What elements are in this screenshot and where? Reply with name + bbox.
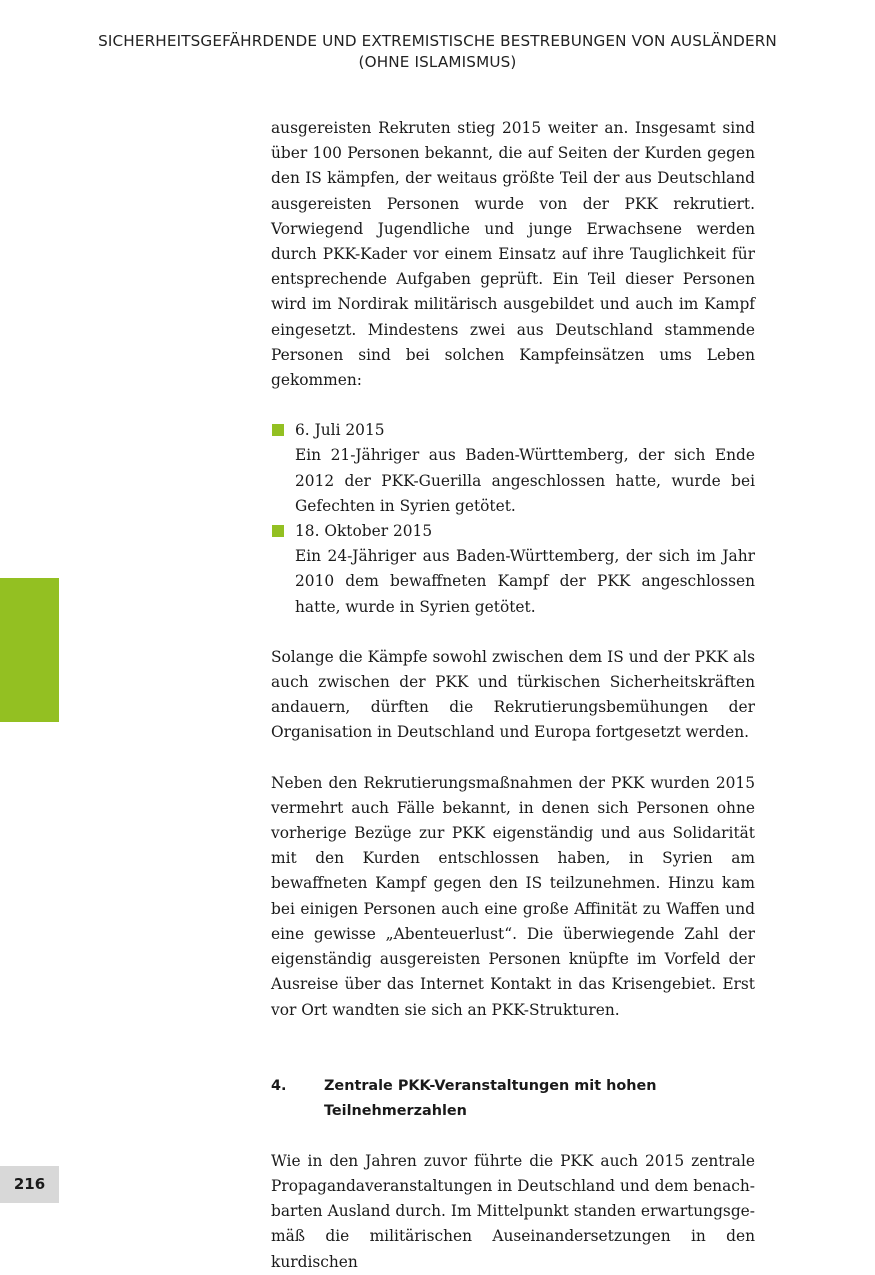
list-item-text: Ein 21-Jähriger aus Baden-Württemberg, der sich Ende 2012 der PKK-Guerilla angeschlossen hatte, wurde bei Gefechten in Syrien getötet. (295, 446, 755, 515)
paragraph-recruits: ausgereisten Rekruten stieg 2015 weiter an. Insgesamt sind über 100 Personen bekannt, die auf Seiten der Kurden gegen den IS kämpfen, der weitaus größte Teil der aus Deutschland ausgereisten Personen wurde von der PKK rekrutiert. Vorwiegend Jugendliche und junge Erwachsene werden durch PKK-Kader vor einem Einsatz auf ihre Tauglichkeit für entsprechende Aufgaben geprüft. Ein Teil dieser Personen wird im Nordirak militärisch ausgebildet und auch im Kampf eingesetzt. Mindestens zwei aus Deutschland stammende Personen sind bei solchen Kampfeinsätzen ums Leben gekommen: (271, 119, 755, 390)
main-text-column (271, 116, 755, 1275)
casualty-list (271, 418, 755, 620)
paragraph-events: Wie in den Jahren zuvor führte die PKK auch 2015 zentrale Propagandaveranstaltungen in Deutschland und dem benachbarten Ausland durch. Im Mittelpunkt standen erwartungsgemäß die militärischen Auseinandersetzungen in den kurdischen (271, 1151, 755, 1271)
green-square-bullet-icon (272, 424, 284, 436)
section-number: 4. (271, 1077, 287, 1094)
list-item-text: Ein 24-Jähriger aus Baden-Württemberg, der sich im Jahr 2010 dem bewaffneten Kampf der PKK angeschlossen hatte, wurde in Syrien getötet. (295, 547, 755, 616)
list-item (271, 519, 755, 620)
running-header-line-2: (OHNE ISLAMISMUS) (358, 53, 517, 71)
paragraph-recruitment-outlook: Solange die Kämpfe sowohl zwischen dem IS und der PKK als auch zwischen der PKK und türkischen Sicherheitskräften andauern, dürften die Rekrutierungsbemühungen der Organisation in Deutschland und Europa fortgesetzt werden. (271, 647, 755, 742)
chapter-tab-marker (0, 578, 59, 722)
green-square-bullet-icon (272, 525, 284, 537)
running-header (0, 31, 875, 73)
list-item-date: 18. Oktober 2015 (295, 522, 433, 541)
list-item (271, 418, 755, 519)
page-number: 216 (0, 1166, 59, 1203)
running-header-line-1: SICHERHEITSGEFÄHRDENDE UND EXTREMISTISCHE BESTREBUNGEN VON AUSLÄNDERN (98, 32, 777, 50)
list-item-date: 6. Juli 2015 (295, 421, 385, 440)
paragraph-independent-fighters: Neben den Rekrutierungsmaßnahmen der PKK wurden 2015 vermehrt auch Fälle bekannt, in denen sich Personen ohne vorherige Bezüge zur PKK eigenständig und aus Solidarität mit den Kurden entschlossen haben, in Syrien am bewaffneten Kampf gegen den IS teilzunehmen. Hinzu kam bei einigen Personen auch eine große Affinität zu Waffen und eine gewisse „Abenteuerlust“. Die überwiegende Zahl der eigenständig ausgereisten Personen knüpfte im Vorfeld der Ausreise über das Internet Kontakt in das Krisengebiet. Erst vor Ort wandten sie sich an PKK-Strukturen. (271, 773, 755, 1019)
section-heading (271, 1074, 755, 1124)
section-title: Zentrale PKK-Veranstaltungen mit hohen Teilnehmerzahlen (324, 1077, 657, 1119)
